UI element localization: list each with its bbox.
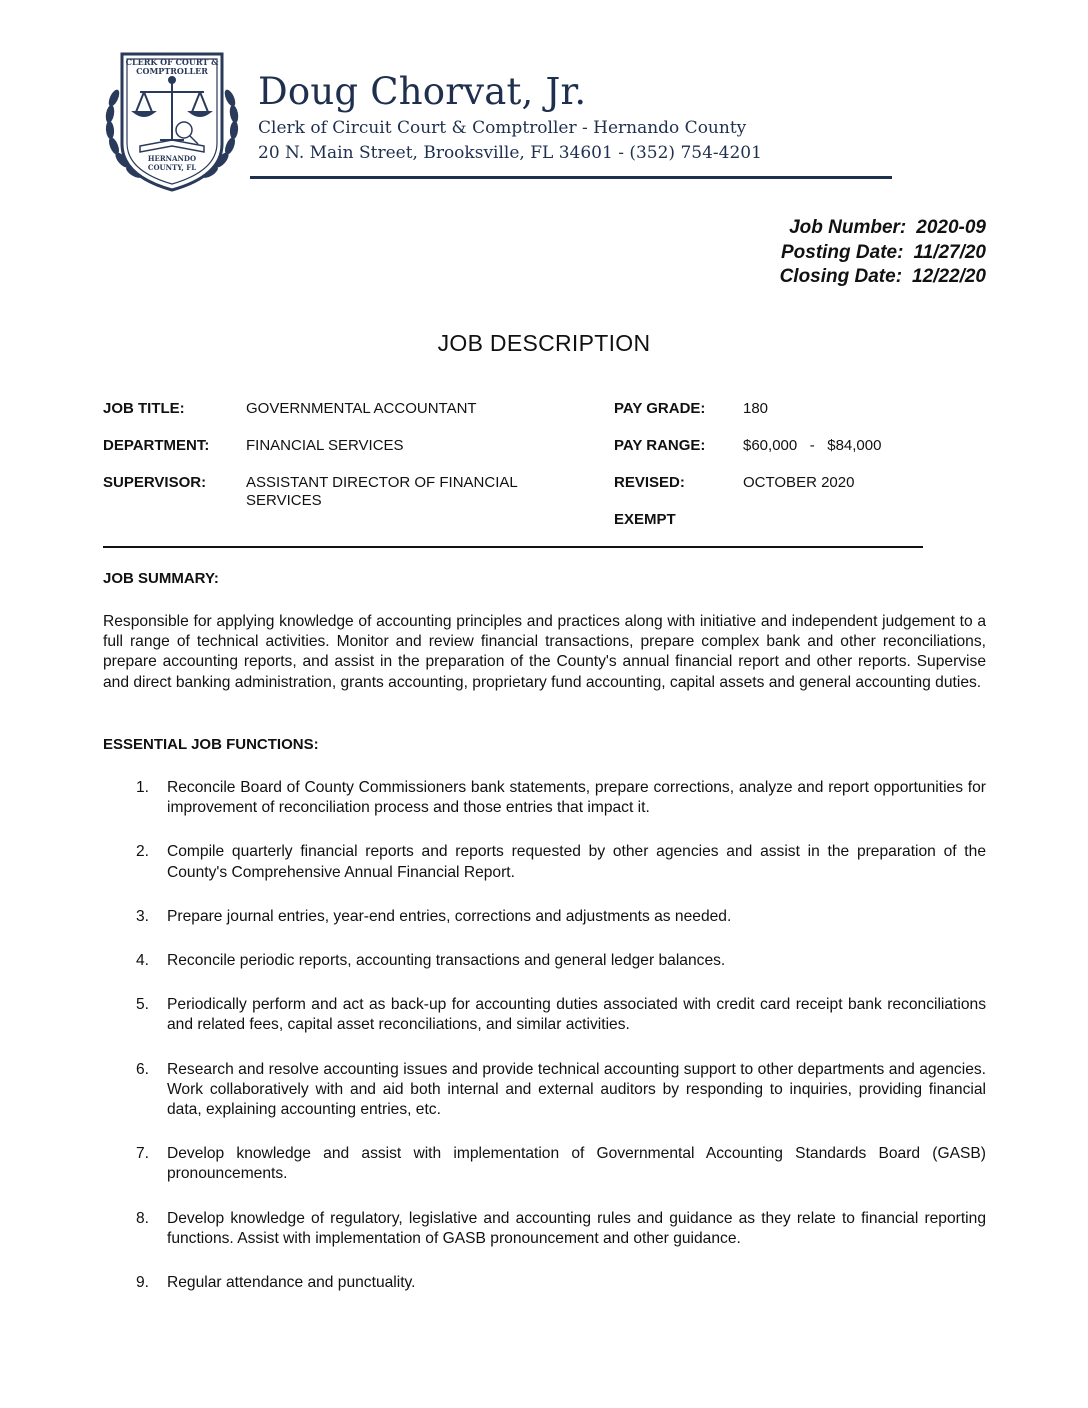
pay-grade-label: PAY GRADE:: [614, 400, 706, 417]
list-item: [103, 778, 986, 818]
clerk-title: Clerk of Circuit Court & Comptroller - Hernando County: [258, 118, 747, 138]
list-item-text: Periodically perform and act as back-up for accounting duties associated with credit card receipt bank reconciliations and related fees, capital asset reconciliations, and similar activities.: [167, 996, 986, 1034]
job-info-grid: [103, 400, 923, 548]
list-item: [103, 907, 986, 927]
info-row-department: [103, 437, 923, 474]
list-item-number: 4.: [136, 952, 150, 970]
posting-date-label: Posting Date:: [780, 241, 904, 263]
list-item: [103, 1060, 986, 1121]
list-item-text: Develop knowledge of regulatory, legislative and accounting rules and guidance as they relate to financial reporting functions. Assist with implementation of GASB pronouncement and other guidance.: [167, 1209, 986, 1247]
list-item: [103, 1273, 986, 1293]
supervisor-label: SUPERVISOR:: [103, 474, 207, 491]
section-divider: [103, 546, 923, 548]
clerk-name: Doug Chorvat, Jr.: [258, 70, 587, 113]
list-item-text: Compile quarterly financial reports and reports requested by other agencies and assist in the preparation of the County's Comprehensive Annual Financial Report.: [167, 843, 986, 881]
job-number-label: Job Number:: [789, 217, 907, 238]
list-item-text: Prepare journal entries, year-end entries, corrections and adjustments as needed.: [167, 907, 732, 925]
list-item-number: 6.: [136, 1060, 150, 1078]
list-item-text: Reconcile Board of County Commissioners bank statements, prepare corrections, analyze and report opportunities for improvement of reconciliation process and those entries that impact it.: [167, 779, 986, 817]
clerk-address: 20 N. Main Street, Brooksville, FL 34601 - (352) 754-4201: [258, 143, 762, 163]
posting-date-value: 11/27/20: [913, 241, 986, 263]
info-row-title: [103, 400, 923, 437]
list-item: [103, 995, 986, 1035]
pay-range-label: PAY RANGE:: [614, 437, 706, 454]
list-item: [103, 842, 986, 882]
list-item-number: 1.: [136, 779, 150, 796]
seal-text-bottom: HERNANDO COUNTY, FL: [147, 154, 197, 172]
job-title-label: JOB TITLE:: [103, 400, 185, 417]
job-summary-heading: JOB SUMMARY:: [103, 570, 219, 587]
pay-grade-value: 180: [743, 400, 769, 417]
list-item-number: 9.: [136, 1274, 150, 1292]
list-item-number: 7.: [136, 1145, 150, 1163]
closing-date-value: 12/22/20: [912, 266, 986, 287]
department-label: DEPARTMENT:: [103, 437, 210, 454]
list-item: [103, 951, 986, 971]
job-summary-text: Responsible for applying knowledge of accounting principles and practices along with initiative and independent judgement to a full range of technical activities. Monitor and review financial transactions, prepare complex bank and other reconciliations, prepare accounting reports, and assist in the preparation of the County's annual financial report and other reports. Supervise and direct banking administration, grants accounting, proprietary fund accounting, capital assets and general accounting duties.: [103, 613, 986, 691]
department-value: FINANCIAL SERVICES: [246, 437, 404, 454]
list-item-number: 3.: [136, 907, 150, 925]
exempt-status: EXEMPT: [614, 511, 676, 528]
closing-date-label: Closing Date:: [779, 266, 903, 287]
job-number-row: [780, 216, 986, 241]
list-item-text: Regular attendance and punctuality.: [167, 1274, 416, 1292]
info-row-supervisor: [103, 474, 923, 511]
job-meta: [780, 216, 986, 290]
list-item-text: Develop knowledge and assist with implementation of Governmental Accounting Standards Board (GASB) pronouncements.: [167, 1145, 986, 1183]
essential-functions-list: [103, 778, 986, 1317]
letterhead-rule: [250, 176, 892, 179]
list-item-number: 2.: [136, 843, 150, 861]
revised-value: OCTOBER 2020: [743, 474, 855, 491]
closing-date-row: [780, 265, 986, 290]
list-item-number: 5.: [136, 996, 150, 1014]
seal-text-top: CLERK OF COURT & COMPTROLLER: [125, 57, 219, 76]
posting-date-row: [780, 241, 986, 266]
pay-range-value: $60,000 - $84,000: [743, 437, 882, 454]
list-item-number: 8.: [136, 1209, 150, 1227]
supervisor-value: ASSISTANT DIRECTOR OF FINANCIAL SERVICES: [246, 474, 518, 509]
list-item: [103, 1209, 986, 1249]
essential-functions-heading: ESSENTIAL JOB FUNCTIONS:: [103, 736, 319, 753]
info-row-exempt: [103, 511, 923, 548]
page-title: JOB DESCRIPTION: [437, 330, 651, 356]
job-title-value: GOVERNMENTAL ACCOUNTANT: [246, 400, 477, 417]
list-item: [103, 1144, 986, 1184]
job-number-value: 2020-09: [916, 217, 986, 238]
revised-label: REVISED:: [614, 474, 685, 491]
list-item-text: Research and resolve accounting issues and provide technical accounting support to other departments and agencies. Work collaboratively with and aid both internal and external auditors by responding to inquiries, providing financial data, explaining accounting entries, etc.: [167, 1060, 986, 1119]
list-item-text: Reconcile periodic reports, accounting transactions and general ledger balances.: [167, 952, 726, 970]
